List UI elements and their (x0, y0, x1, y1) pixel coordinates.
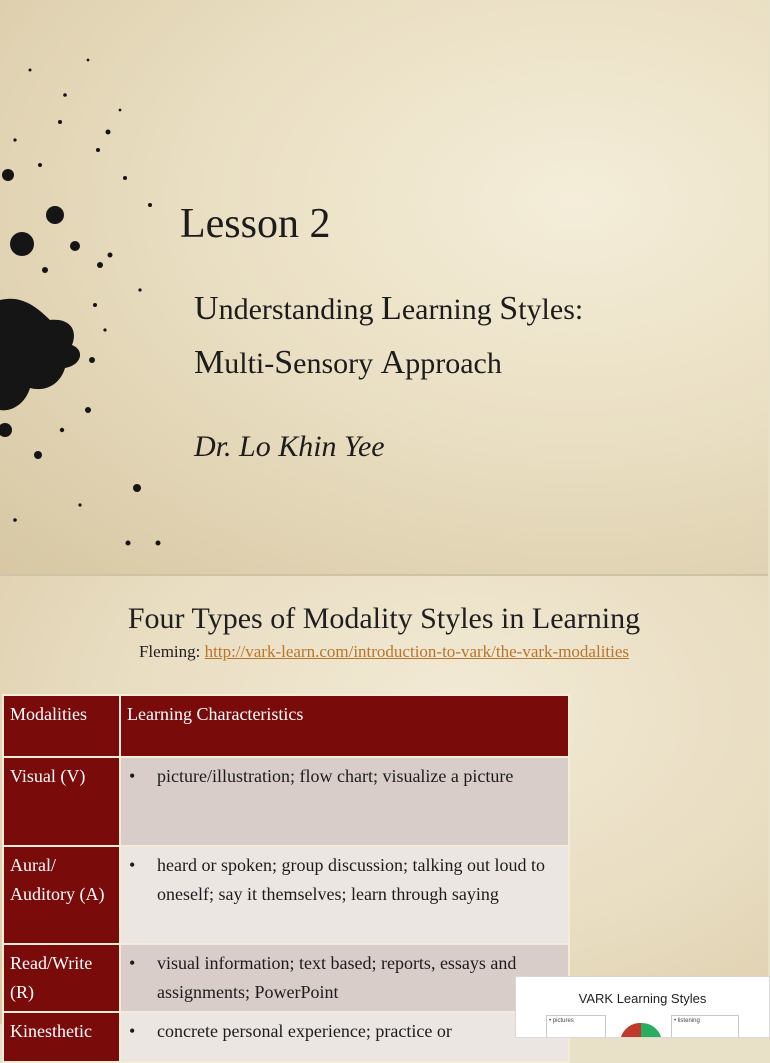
credit-prefix: Fleming: (138, 642, 205, 661)
subtitle-text: earning (401, 293, 500, 326)
vark-left-label: • pictures (549, 1018, 574, 1024)
vark-thumbnail (515, 976, 770, 1038)
column-header: Modalities (3, 695, 120, 757)
subtitle-cap-letter: M (194, 344, 225, 381)
characteristic-text: concrete personal experience; practice or (157, 1021, 452, 1041)
characteristic-text: heard or spoken; group discussion; talking out loud to oneself; say it themselves; learn through saying (157, 855, 545, 904)
ink-splatter-decoration (0, 0, 200, 576)
subtitle-text: pproach (405, 347, 502, 380)
bullet: • (129, 1021, 136, 1041)
table-row (3, 757, 569, 846)
modality-cell: Kinesthetic (3, 1012, 120, 1062)
subtitle-text: ulti- (224, 347, 275, 380)
vark-right-label: • listening (674, 1018, 700, 1024)
slide-title: Four Types of Modality Styles in Learning (127, 602, 641, 635)
modality-cell: Visual (V) (3, 757, 120, 846)
characteristic-cell (120, 846, 569, 944)
characteristic-cell (120, 944, 569, 1012)
slide-title: Lesson 2 (180, 201, 331, 247)
table-row (3, 1012, 569, 1062)
characteristic-text: picture/illustration; flow chart; visualize a picture (157, 766, 514, 786)
subtitle-cap-letter: U (194, 290, 219, 327)
subtitle-cap-letter: S (499, 290, 519, 327)
vark-left-box (546, 1015, 606, 1037)
table-row (3, 944, 569, 1012)
characteristic-cell (120, 1012, 569, 1062)
vark-right-box (671, 1015, 739, 1037)
subtitle-text: nderstanding (218, 293, 382, 326)
subtitle-text: tyles: (518, 293, 584, 326)
source-credit (0, 642, 768, 662)
vark-chart-icon (616, 1021, 666, 1037)
subtitle-cap-letter: S (274, 344, 294, 381)
characteristic-cell (120, 757, 569, 846)
modality-slide (0, 576, 768, 1041)
table-header-row (3, 695, 569, 757)
characteristic-text: visual information; text based; reports, essays and assignments; PowerPoint (157, 953, 517, 1002)
vark-title: VARK Learning Styles (578, 991, 707, 1006)
source-link[interactable]: http://vark-learn.com/introduction-to-vark/the-vark-modalities (204, 642, 630, 661)
table-row (3, 846, 569, 944)
subtitle-cap-letter: A (380, 344, 406, 381)
bullet: • (129, 766, 136, 786)
subtitle-cap-letter: L (381, 290, 402, 327)
column-header: Learning Characteristics (120, 695, 569, 757)
modality-cell: Read/Write (R) (3, 944, 120, 1012)
bullet: • (129, 953, 136, 973)
subtitle-line-1 (194, 290, 583, 328)
author-name: Dr. Lo Khin Yee (194, 430, 385, 463)
modality-cell: Aural/ Auditory (A) (3, 846, 120, 944)
subtitle-text: ensory (293, 347, 381, 380)
modality-table (2, 694, 570, 1063)
bullet: • (129, 855, 136, 875)
subtitle-line-2 (194, 344, 502, 382)
